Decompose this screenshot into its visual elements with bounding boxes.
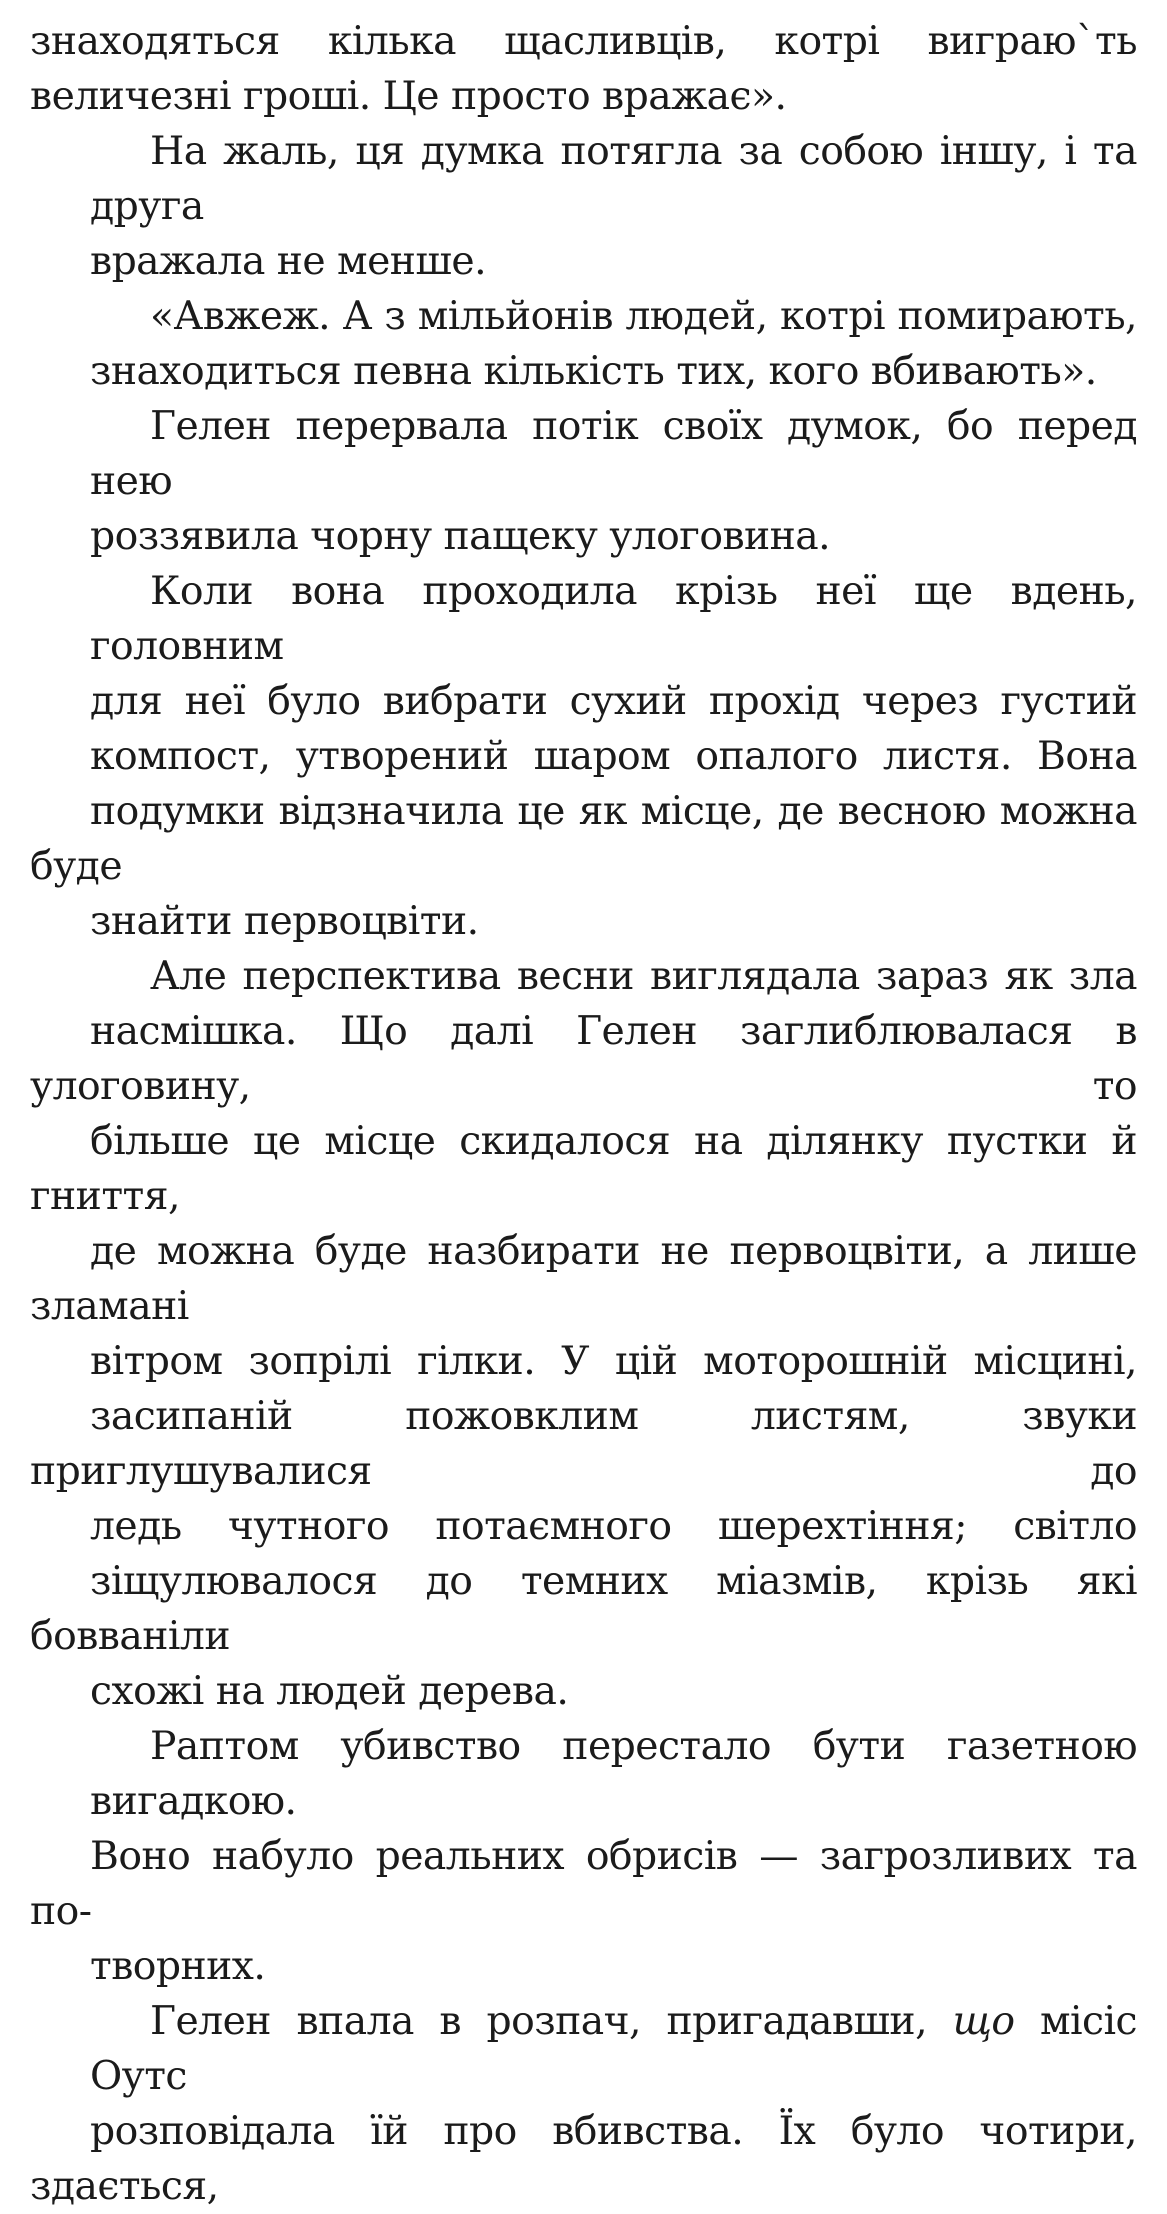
text-line [30, 1994, 1137, 2104]
text-line: знаходиться певна кількість тих, кого вбивають». [90, 349, 1097, 394]
paragraph [30, 399, 1137, 564]
text-line: вітром зопрілі гілки. У цій моторошній місцині, [90, 1339, 1137, 1384]
text-line: де можна буде назбирати не первоцвіти, а лише зламані [30, 1229, 1137, 1329]
paragraph [30, 289, 1137, 399]
text-line: ледь чутного потаємного шерехтіння; світло [90, 1504, 1137, 1549]
text-line: Коли вона проходила крізь неї ще вдень, головним [90, 569, 1137, 669]
paragraph-continuation [30, 14, 1137, 124]
paragraph [30, 1719, 1137, 1994]
text-line: засипаній пожовклим листям, звуки приглушувалися до [30, 1394, 1137, 1494]
text-line: роззявила чорну пащеку улоговина. [90, 514, 831, 559]
text-line: Раптом убивство перестало бути газетною вигадкою. [90, 1724, 1137, 1824]
text-fragment: Гелен впала в розпач, пригадавши, [150, 1999, 928, 2044]
text-line: подумки відзначила це як місце, де весною можна буде [30, 789, 1137, 889]
text-line: творних. [90, 1944, 266, 1989]
text-fragment: місіс Оутс [90, 1999, 1137, 2099]
text-line: схожі на людей дерева. [90, 1669, 569, 1714]
text-line: розповідала їй про вбивства. Їх було чотири, здається, [30, 2109, 1137, 2209]
text-line: Гелен перервала потік своїх думок, бо перед нею [90, 404, 1137, 504]
paragraph [30, 1994, 1137, 2214]
paragraph [30, 564, 1137, 949]
italic-word: що [952, 1999, 1015, 2044]
text-line: Але перспектива весни виглядала зараз як зла [150, 954, 1137, 999]
text-line: вражала не менше. [90, 239, 487, 284]
text-line: більше це місце скидалося на ділянку пустки й гниття, [30, 1119, 1137, 1219]
text-line: для неї було вибрати сухий прохід через густий [90, 679, 1137, 724]
text-line: насмішка. Що далі Гелен заглиблювалася в улоговину, то [30, 1009, 1137, 1109]
text-line: знаходяться кілька щасливців, котрі виграю`ть [30, 19, 1137, 64]
book-page [30, 14, 1137, 2214]
text-line: величезні гроші. Це просто вражає». [30, 74, 787, 119]
text-line: «Авжеж. А з мільйонів людей, котрі помирають, [150, 294, 1137, 339]
text-line: компост, утворений шаром опалого листя. Вона [90, 734, 1137, 779]
text-line: знайти первоцвіти. [90, 899, 479, 944]
text-line: На жаль, ця думка потягла за собою іншу, і та друга [90, 129, 1137, 229]
paragraph [30, 124, 1137, 289]
text-line: Воно набуло реальних обрисів — загрозливих та по- [30, 1834, 1137, 1934]
paragraph [30, 949, 1137, 1719]
text-line: зіщулювалося до темних міазмів, крізь які бовваніли [30, 1559, 1137, 1659]
